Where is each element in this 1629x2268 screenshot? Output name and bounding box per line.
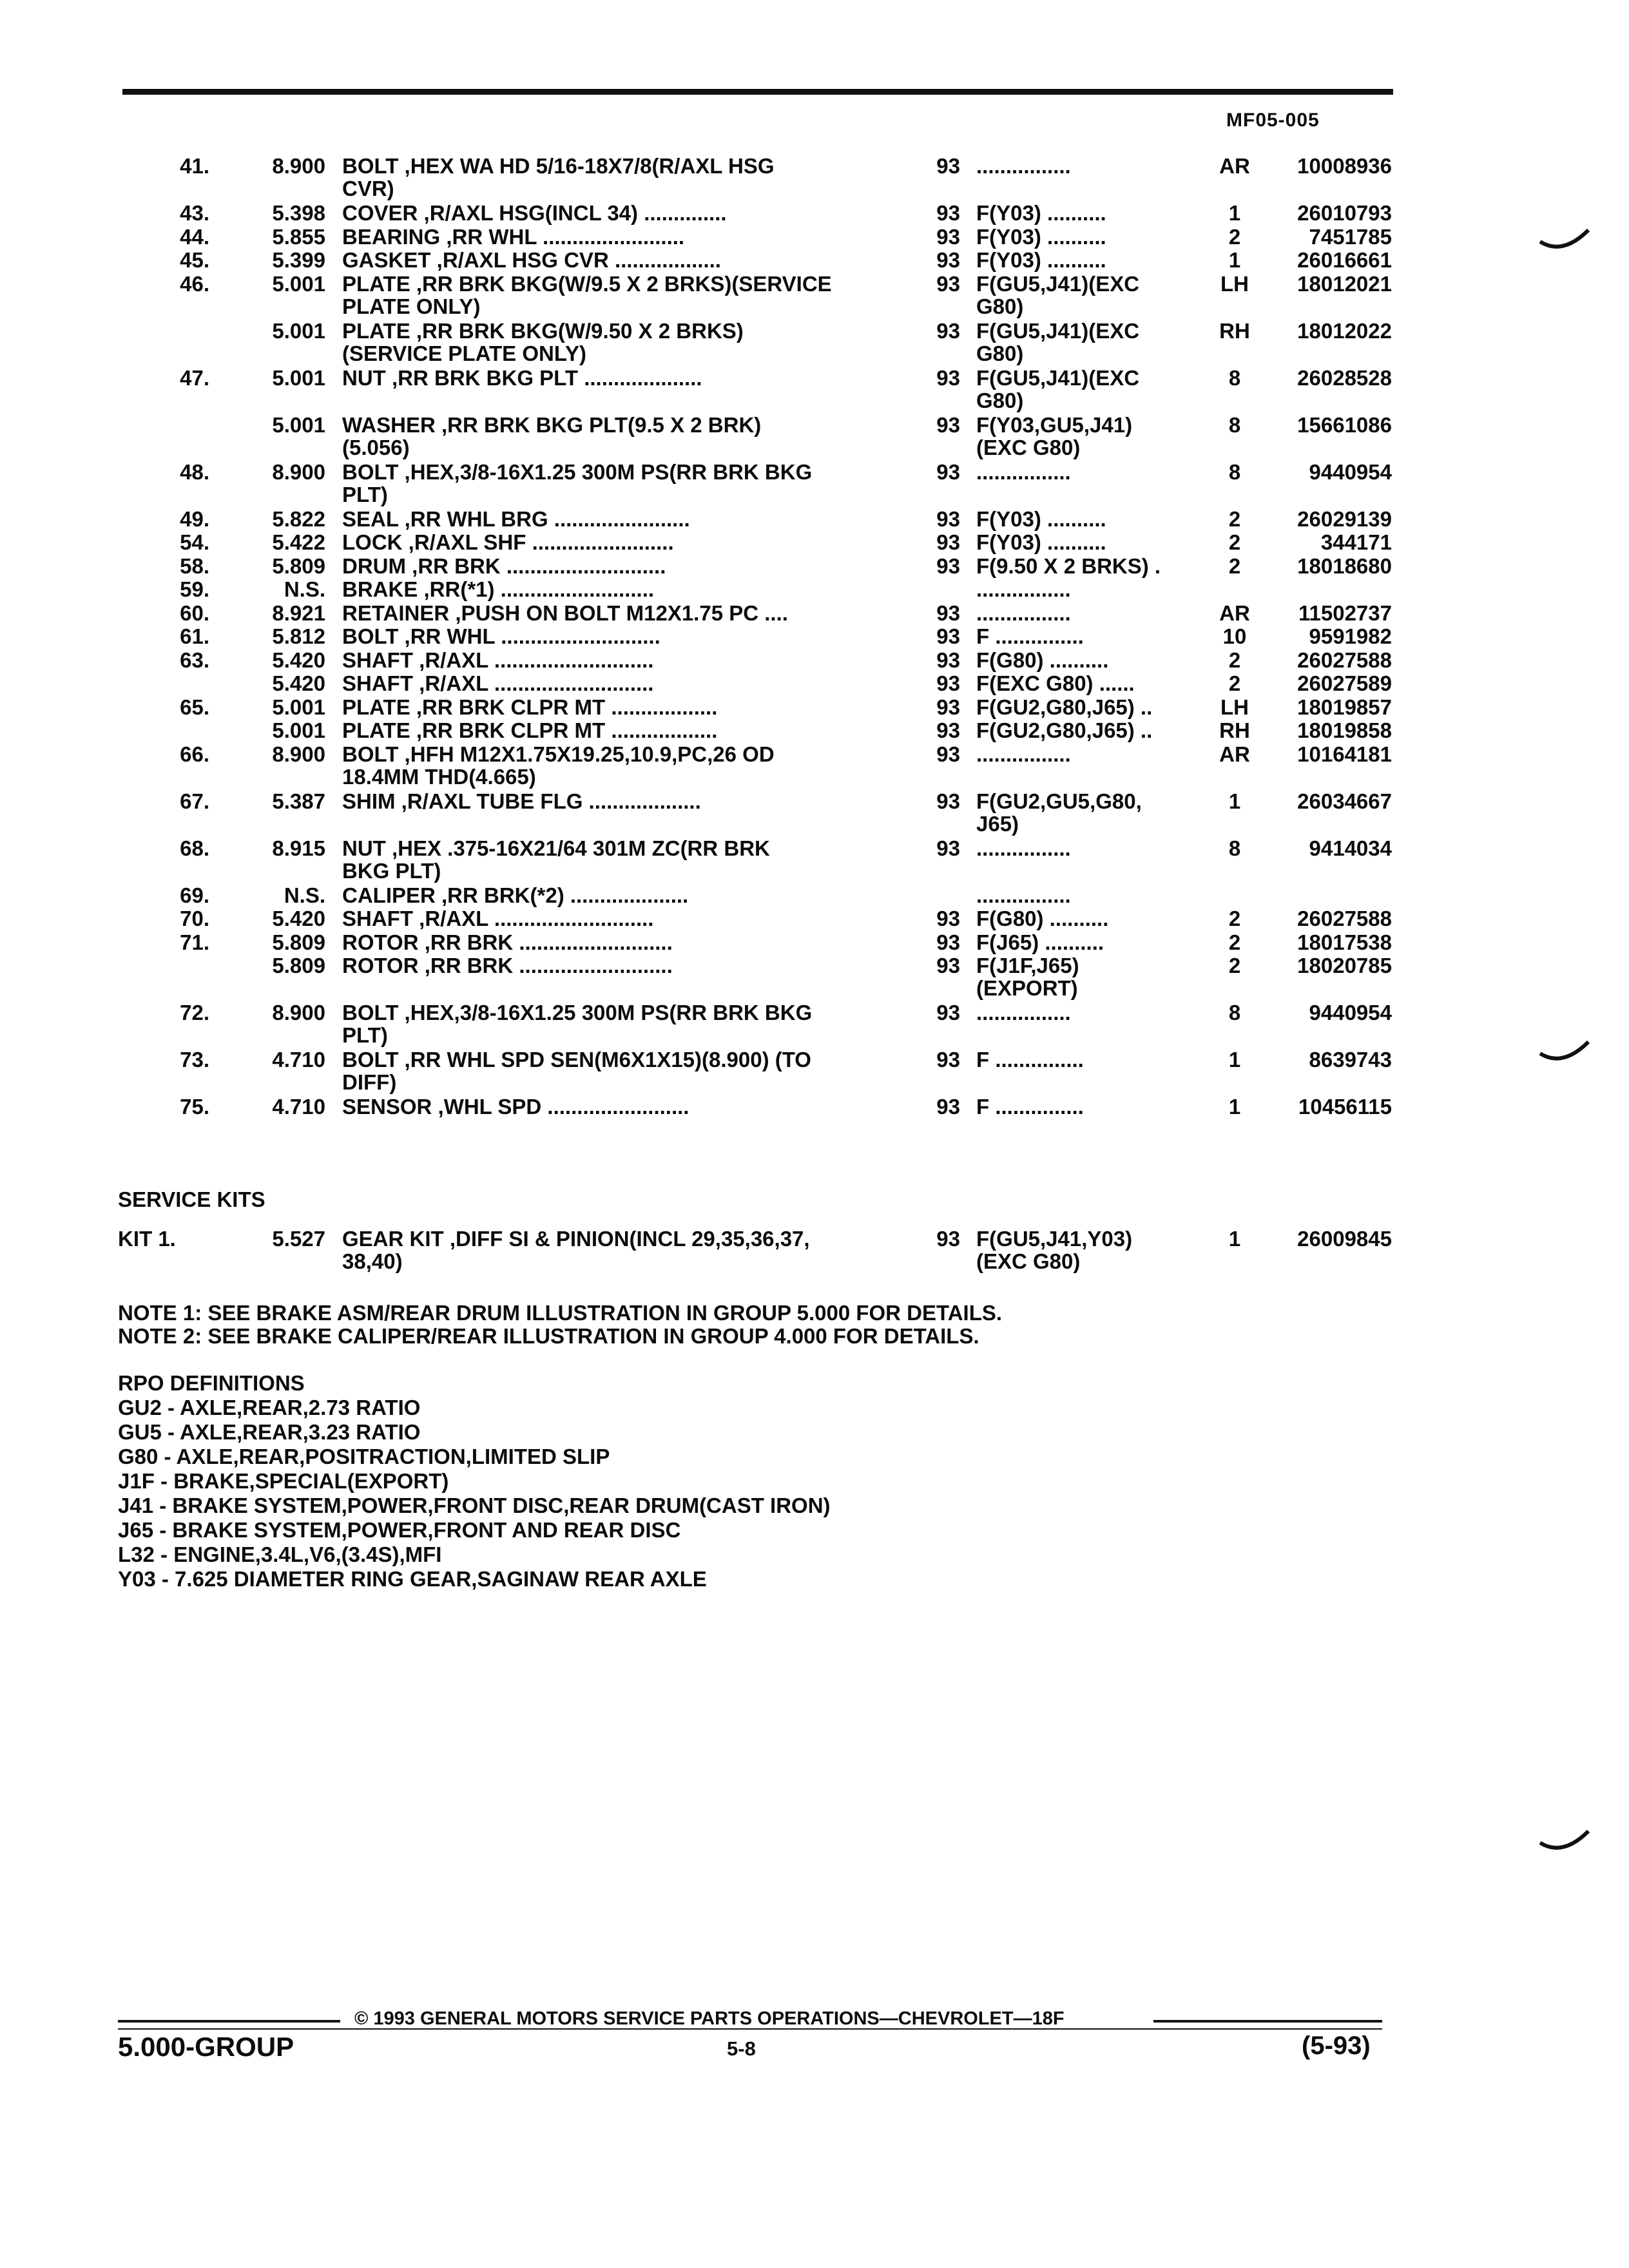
part-number: 18012022 bbox=[1297, 318, 1392, 343]
part-quantity: 1 bbox=[1228, 248, 1241, 272]
part-number: 7451785 bbox=[1309, 224, 1392, 249]
part-quantity: 10 bbox=[1222, 624, 1247, 648]
part-ref-number: 72. bbox=[180, 1001, 209, 1024]
part-number: 26029139 bbox=[1297, 506, 1392, 531]
part-group-number: 5.001 bbox=[272, 271, 325, 296]
top-rule bbox=[122, 89, 1393, 95]
kit-part-number: 26009845 bbox=[1297, 1227, 1392, 1251]
table-row bbox=[0, 1095, 1629, 1119]
part-year: 93 bbox=[936, 601, 960, 625]
part-application: F(J65) .......... bbox=[976, 930, 1104, 954]
part-quantity: 1 bbox=[1228, 789, 1241, 813]
part-number: 18012021 bbox=[1297, 271, 1392, 296]
parts-table bbox=[0, 155, 1629, 1119]
part-application: F(Y03) .......... bbox=[976, 506, 1106, 531]
part-group-number: 5.855 bbox=[272, 224, 325, 249]
binder-hook-mark bbox=[1537, 1823, 1595, 1856]
part-quantity: AR bbox=[1219, 601, 1250, 625]
part-group-number: 5.398 bbox=[272, 201, 325, 225]
part-quantity: 1 bbox=[1228, 1048, 1241, 1072]
part-description: PLATE ,RR BRK CLPR MT .................. bbox=[342, 718, 718, 742]
part-quantity: 8 bbox=[1228, 365, 1241, 390]
part-year: 93 bbox=[936, 553, 960, 578]
part-application: F ............... bbox=[976, 1048, 1084, 1072]
part-description: NUT ,RR BRK BKG PLT .................... bbox=[342, 365, 702, 390]
part-quantity: RH bbox=[1219, 718, 1250, 742]
part-quantity: 8 bbox=[1228, 1001, 1241, 1024]
table-row bbox=[0, 907, 1629, 931]
part-application: ................ bbox=[976, 577, 1071, 601]
table-row bbox=[0, 1001, 1629, 1048]
part-quantity: 2 bbox=[1228, 553, 1241, 578]
part-quantity: AR bbox=[1219, 154, 1250, 178]
part-group-number: 8.900 bbox=[272, 459, 325, 484]
part-year: 93 bbox=[936, 506, 960, 531]
table-row bbox=[0, 743, 1629, 790]
part-year: 93 bbox=[936, 1048, 960, 1072]
part-ref-number: 71. bbox=[180, 930, 209, 954]
part-description: PLATE ,RR BRK CLPR MT .................. bbox=[342, 695, 718, 719]
part-application: F ............... bbox=[976, 624, 1084, 648]
part-description: CALIPER ,RR BRK(*2) .................... bbox=[342, 883, 689, 907]
part-number: 26034667 bbox=[1297, 789, 1392, 813]
table-row bbox=[0, 649, 1629, 673]
part-number: 9414034 bbox=[1309, 836, 1392, 860]
part-ref-number: 60. bbox=[180, 601, 209, 625]
table-row bbox=[0, 954, 1629, 1001]
part-number: 26010793 bbox=[1297, 201, 1392, 225]
part-group-number: 8.900 bbox=[272, 742, 325, 766]
footer-group-label: 5.000-GROUP bbox=[118, 2032, 294, 2062]
part-year: 93 bbox=[936, 459, 960, 484]
binder-hook-mark bbox=[1537, 222, 1595, 255]
part-ref-number: 67. bbox=[180, 789, 209, 813]
part-quantity: 2 bbox=[1228, 224, 1241, 249]
part-description: SEAL ,RR WHL BRG ....................... bbox=[342, 506, 690, 531]
part-ref-number: 59. bbox=[180, 577, 209, 601]
part-number: 18018680 bbox=[1297, 553, 1392, 578]
part-group-number: 8.921 bbox=[272, 601, 325, 625]
rpo-item: GU5 - AXLE,REAR,3.23 RATIO bbox=[118, 1420, 421, 1444]
part-application: F(GU5,J41)(EXC G80) bbox=[976, 318, 1140, 365]
part-application: F(EXC G80) ...... bbox=[976, 671, 1135, 695]
part-number: 26027588 bbox=[1297, 907, 1392, 930]
part-application: ................ bbox=[976, 1001, 1071, 1024]
part-group-number: 5.001 bbox=[272, 412, 325, 437]
part-number: 9440954 bbox=[1309, 1001, 1392, 1024]
footer-page-number: 5-8 bbox=[727, 2037, 756, 2060]
part-group-number: 5.809 bbox=[272, 954, 325, 977]
part-year: 93 bbox=[936, 365, 960, 390]
table-row bbox=[0, 320, 1629, 367]
part-quantity: 1 bbox=[1228, 201, 1241, 225]
kit-quantity: 1 bbox=[1228, 1227, 1241, 1251]
part-ref-number: 58. bbox=[180, 553, 209, 578]
part-ref-number: 54. bbox=[180, 530, 209, 554]
part-number: 26016661 bbox=[1297, 248, 1392, 272]
part-application: F(Y03,GU5,J41) (EXC G80) bbox=[976, 412, 1133, 459]
kit-description: GEAR KIT ,DIFF SI & PINION(INCL 29,35,36,37, 38,40) bbox=[342, 1227, 810, 1273]
part-description: BOLT ,RR WHL ........................... bbox=[342, 624, 660, 648]
part-year: 93 bbox=[936, 648, 960, 672]
part-application: ................ bbox=[976, 459, 1071, 484]
part-application: F(GU2,GU5,G80, J65) bbox=[976, 789, 1142, 836]
part-group-number: 5.420 bbox=[272, 907, 325, 930]
part-quantity: 2 bbox=[1228, 506, 1241, 531]
part-number: 18020785 bbox=[1297, 954, 1392, 977]
part-description: SHAFT ,R/AXL ........................... bbox=[342, 671, 654, 695]
part-ref-number: 73. bbox=[180, 1048, 209, 1072]
table-row bbox=[0, 155, 1629, 202]
kit-application: F(GU5,J41,Y03) (EXC G80) bbox=[976, 1227, 1133, 1273]
table-row bbox=[0, 414, 1629, 461]
part-application: F(GU5,J41)(EXC G80) bbox=[976, 271, 1140, 318]
part-ref-number: 43. bbox=[180, 201, 209, 225]
part-quantity: 1 bbox=[1228, 1095, 1241, 1119]
part-number: 10008936 bbox=[1297, 154, 1392, 178]
part-ref-number: 66. bbox=[180, 742, 209, 766]
part-group-number: 5.809 bbox=[272, 930, 325, 954]
rpo-item: L32 - ENGINE,3.4L,V6,(3.4S),MFI bbox=[118, 1542, 442, 1566]
part-description: SHAFT ,R/AXL ........................... bbox=[342, 907, 654, 930]
footer-rule-right bbox=[1153, 2020, 1382, 2023]
part-description: SHIM ,R/AXL TUBE FLG ................... bbox=[342, 789, 701, 813]
part-application: F(GU2,G80,J65) .. bbox=[976, 718, 1153, 742]
part-group-number: 5.420 bbox=[272, 671, 325, 695]
part-year: 93 bbox=[936, 201, 960, 225]
table-row bbox=[0, 508, 1629, 532]
part-ref-number: 45. bbox=[180, 248, 209, 272]
part-number: 10164181 bbox=[1297, 742, 1392, 766]
part-description: BOLT ,RR WHL SPD SEN(M6X1X15)(8.900) (TO DIFF) bbox=[342, 1048, 811, 1094]
part-year: 93 bbox=[936, 695, 960, 719]
table-row bbox=[0, 602, 1629, 626]
rpo-title: RPO DEFINITIONS bbox=[118, 1371, 305, 1395]
part-description: GASKET ,R/AXL HSG CVR .................. bbox=[342, 248, 721, 272]
document-code: MF05-005 bbox=[1226, 110, 1320, 131]
part-quantity: 2 bbox=[1228, 907, 1241, 930]
part-description: WASHER ,RR BRK BKG PLT(9.5 X 2 BRK) (5.056) bbox=[342, 412, 762, 459]
part-number: 9440954 bbox=[1309, 459, 1392, 484]
part-description: PLATE ,RR BRK BKG(W/9.50 X 2 BRKS) (SERVICE PLATE ONLY) bbox=[342, 318, 744, 365]
part-group-number: 5.001 bbox=[272, 695, 325, 719]
table-row bbox=[0, 202, 1629, 226]
part-description: SENSOR ,WHL SPD ........................ bbox=[342, 1095, 689, 1119]
part-description: LOCK ,R/AXL SHF ........................ bbox=[342, 530, 674, 554]
part-year: 93 bbox=[936, 930, 960, 954]
part-ref-number: 48. bbox=[180, 459, 209, 484]
part-quantity: RH bbox=[1219, 318, 1250, 343]
part-year: 93 bbox=[936, 836, 960, 860]
part-description: DRUM ,RR BRK ........................... bbox=[342, 553, 666, 578]
part-quantity: LH bbox=[1220, 271, 1249, 296]
part-year: 93 bbox=[936, 530, 960, 554]
part-quantity: 8 bbox=[1228, 459, 1241, 484]
part-quantity: 2 bbox=[1228, 930, 1241, 954]
binder-hook-mark bbox=[1537, 1034, 1595, 1066]
part-description: PLATE ,RR BRK BKG(W/9.5 X 2 BRKS)(SERVICE PLATE ONLY) bbox=[342, 271, 832, 318]
part-group-number: 5.822 bbox=[272, 506, 325, 531]
notes bbox=[118, 1302, 1002, 1348]
part-description: ROTOR ,RR BRK .......................... bbox=[342, 954, 673, 977]
part-ref-number: 65. bbox=[180, 695, 209, 719]
table-row bbox=[0, 719, 1629, 743]
part-number: 15661086 bbox=[1297, 412, 1392, 437]
table-row bbox=[0, 1048, 1629, 1095]
part-description: BRAKE ,RR(*1) .......................... bbox=[342, 577, 655, 601]
part-year: 93 bbox=[936, 718, 960, 742]
table-row bbox=[0, 625, 1629, 649]
part-ref-number: 49. bbox=[180, 506, 209, 531]
part-application: F(G80) .......... bbox=[976, 907, 1109, 930]
part-number: 18019857 bbox=[1297, 695, 1392, 719]
part-group-number: 5.420 bbox=[272, 648, 325, 672]
part-description: RETAINER ,PUSH ON BOLT M12X1.75 PC .... bbox=[342, 601, 788, 625]
kit-ref: KIT 1. bbox=[118, 1227, 176, 1251]
part-year: 93 bbox=[936, 248, 960, 272]
part-application: F(GU2,G80,J65) .. bbox=[976, 695, 1153, 719]
part-year: 93 bbox=[936, 789, 960, 813]
part-application: F(Y03) .......... bbox=[976, 201, 1106, 225]
part-description: BOLT ,HFH M12X1.75X19.25,10.9,PC,26 OD 18.4MM THD(4.665) bbox=[342, 742, 775, 789]
part-ref-number: 75. bbox=[180, 1095, 209, 1119]
service-kits-title: SERVICE KITS bbox=[118, 1187, 265, 1211]
table-row bbox=[0, 931, 1629, 955]
rpo-definitions bbox=[118, 1371, 831, 1591]
service-kit-row bbox=[0, 1227, 1629, 1285]
part-application: F(J1F,J65) (EXPORT) bbox=[976, 954, 1079, 1000]
part-number: 9591982 bbox=[1309, 624, 1392, 648]
part-group-number: 8.900 bbox=[272, 154, 325, 178]
table-row bbox=[0, 696, 1629, 720]
part-ref-number: 63. bbox=[180, 648, 209, 672]
table-row bbox=[0, 249, 1629, 273]
part-application: ................ bbox=[976, 154, 1071, 178]
part-application: F(G80) .......... bbox=[976, 648, 1109, 672]
part-application: F(9.50 X 2 BRKS) . bbox=[976, 553, 1161, 578]
table-row bbox=[0, 461, 1629, 508]
part-year: 93 bbox=[936, 1001, 960, 1024]
footer-date: (5-93) bbox=[1302, 2032, 1371, 2060]
part-description: NUT ,HEX .375-16X21/64 301M ZC(RR BRK BKG PLT) bbox=[342, 836, 770, 883]
part-group-number: 5.387 bbox=[272, 789, 325, 813]
part-number: 10456115 bbox=[1298, 1095, 1392, 1119]
part-year: 93 bbox=[936, 954, 960, 977]
table-row bbox=[0, 226, 1629, 249]
part-year: 93 bbox=[936, 271, 960, 296]
table-row bbox=[0, 555, 1629, 579]
part-quantity: LH bbox=[1220, 695, 1249, 719]
part-group-number: 4.710 bbox=[272, 1048, 325, 1072]
rpo-item: G80 - AXLE,REAR,POSITRACTION,LIMITED SLIP bbox=[118, 1445, 610, 1468]
part-ref-number: 47. bbox=[180, 365, 209, 390]
part-group-number: 5.809 bbox=[272, 553, 325, 578]
part-group-number: 5.001 bbox=[272, 718, 325, 742]
note-1: NOTE 1: SEE BRAKE ASM/REAR DRUM ILLUSTRATION IN GROUP 5.000 FOR DETAILS. bbox=[118, 1301, 1003, 1325]
part-group-number: 5.399 bbox=[272, 248, 325, 272]
part-year: 93 bbox=[936, 1095, 960, 1119]
part-year: 93 bbox=[936, 224, 960, 249]
rpo-item: J41 - BRAKE SYSTEM,POWER,FRONT DISC,REAR DRUM(CAST IRON) bbox=[118, 1494, 831, 1517]
part-group-number: N.S. bbox=[284, 577, 325, 601]
kit-group: 5.527 bbox=[272, 1227, 325, 1251]
part-year: 93 bbox=[936, 742, 960, 766]
part-group-number: 5.812 bbox=[272, 624, 325, 648]
part-number: 344171 bbox=[1320, 530, 1392, 554]
part-year: 93 bbox=[936, 318, 960, 343]
part-number: 8639743 bbox=[1309, 1048, 1392, 1072]
part-year: 93 bbox=[936, 624, 960, 648]
part-description: COVER ,R/AXL HSG(INCL 34) .............. bbox=[342, 201, 727, 225]
part-quantity: 2 bbox=[1228, 671, 1241, 695]
part-ref-number: 41. bbox=[180, 154, 209, 178]
part-number: 26027589 bbox=[1297, 671, 1392, 695]
part-ref-number: 69. bbox=[180, 883, 209, 907]
part-quantity: 2 bbox=[1228, 954, 1241, 977]
part-application: F(GU5,J41)(EXC G80) bbox=[976, 365, 1140, 412]
part-quantity: AR bbox=[1219, 742, 1250, 766]
part-application: F(Y03) .......... bbox=[976, 224, 1106, 249]
table-row bbox=[0, 367, 1629, 414]
part-application: ................ bbox=[976, 883, 1071, 907]
table-row bbox=[0, 672, 1629, 696]
part-quantity: 8 bbox=[1228, 412, 1241, 437]
part-ref-number: 68. bbox=[180, 836, 209, 860]
part-description: BOLT ,HEX,3/8-16X1.25 300M PS(RR BRK BKG PLT) bbox=[342, 459, 813, 506]
part-application: F(Y03) .......... bbox=[976, 530, 1106, 554]
rpo-item: J65 - BRAKE SYSTEM,POWER,FRONT AND REAR DISC bbox=[118, 1518, 681, 1542]
part-year: 93 bbox=[936, 671, 960, 695]
table-row bbox=[0, 578, 1629, 602]
part-application: F ............... bbox=[976, 1095, 1084, 1119]
part-group-number: 5.001 bbox=[272, 318, 325, 343]
part-description: BEARING ,RR WHL ........................ bbox=[342, 224, 685, 249]
part-application: F(Y03) .......... bbox=[976, 248, 1106, 272]
part-description: SHAFT ,R/AXL ........................... bbox=[342, 648, 654, 672]
rpo-item: J1F - BRAKE,SPECIAL(EXPORT) bbox=[118, 1469, 449, 1493]
table-row bbox=[0, 273, 1629, 320]
part-number: 11502737 bbox=[1298, 601, 1392, 625]
part-application: ................ bbox=[976, 836, 1071, 860]
table-row bbox=[0, 837, 1629, 884]
part-application: ................ bbox=[976, 742, 1071, 766]
footer-rule-left bbox=[118, 2020, 340, 2023]
rpo-item: GU2 - AXLE,REAR,2.73 RATIO bbox=[118, 1396, 421, 1419]
part-ref-number: 70. bbox=[180, 907, 209, 930]
part-year: 93 bbox=[936, 412, 960, 437]
part-ref-number: 44. bbox=[180, 224, 209, 249]
rpo-item: Y03 - 7.625 DIAMETER RING GEAR,SAGINAW REAR AXLE bbox=[118, 1567, 707, 1591]
part-group-number: 8.915 bbox=[272, 836, 325, 860]
part-quantity: 8 bbox=[1228, 836, 1241, 860]
table-row bbox=[0, 531, 1629, 555]
part-group-number: 8.900 bbox=[272, 1001, 325, 1024]
part-group-number: 5.001 bbox=[272, 365, 325, 390]
part-description: BOLT ,HEX WA HD 5/16-18X7/8(R/AXL HSG CVR) bbox=[342, 154, 775, 200]
part-group-number: 5.422 bbox=[272, 530, 325, 554]
part-ref-number: 61. bbox=[180, 624, 209, 648]
part-number: 18017538 bbox=[1297, 930, 1392, 954]
table-row bbox=[0, 884, 1629, 908]
part-year: 93 bbox=[936, 154, 960, 178]
part-description: ROTOR ,RR BRK .......................... bbox=[342, 930, 673, 954]
footer-copyright: © 1993 GENERAL MOTORS SERVICE PARTS OPERATIONS—CHEVROLET—18F bbox=[354, 2008, 1065, 2029]
part-year: 93 bbox=[936, 907, 960, 930]
part-number: 26027588 bbox=[1297, 648, 1392, 672]
part-ref-number: 46. bbox=[180, 271, 209, 296]
part-quantity: 2 bbox=[1228, 530, 1241, 554]
part-quantity: 2 bbox=[1228, 648, 1241, 672]
table-row bbox=[0, 790, 1629, 837]
part-description: BOLT ,HEX,3/8-16X1.25 300M PS(RR BRK BKG PLT) bbox=[342, 1001, 813, 1047]
note-2: NOTE 2: SEE BRAKE CALIPER/REAR ILLUSTRATION IN GROUP 4.000 FOR DETAILS. bbox=[118, 1324, 979, 1348]
part-group-number: 4.710 bbox=[272, 1095, 325, 1119]
kit-year: 93 bbox=[936, 1227, 960, 1251]
part-application: ................ bbox=[976, 601, 1071, 625]
part-number: 26028528 bbox=[1297, 365, 1392, 390]
part-number: 18019858 bbox=[1297, 718, 1392, 742]
part-group-number: N.S. bbox=[284, 883, 325, 907]
